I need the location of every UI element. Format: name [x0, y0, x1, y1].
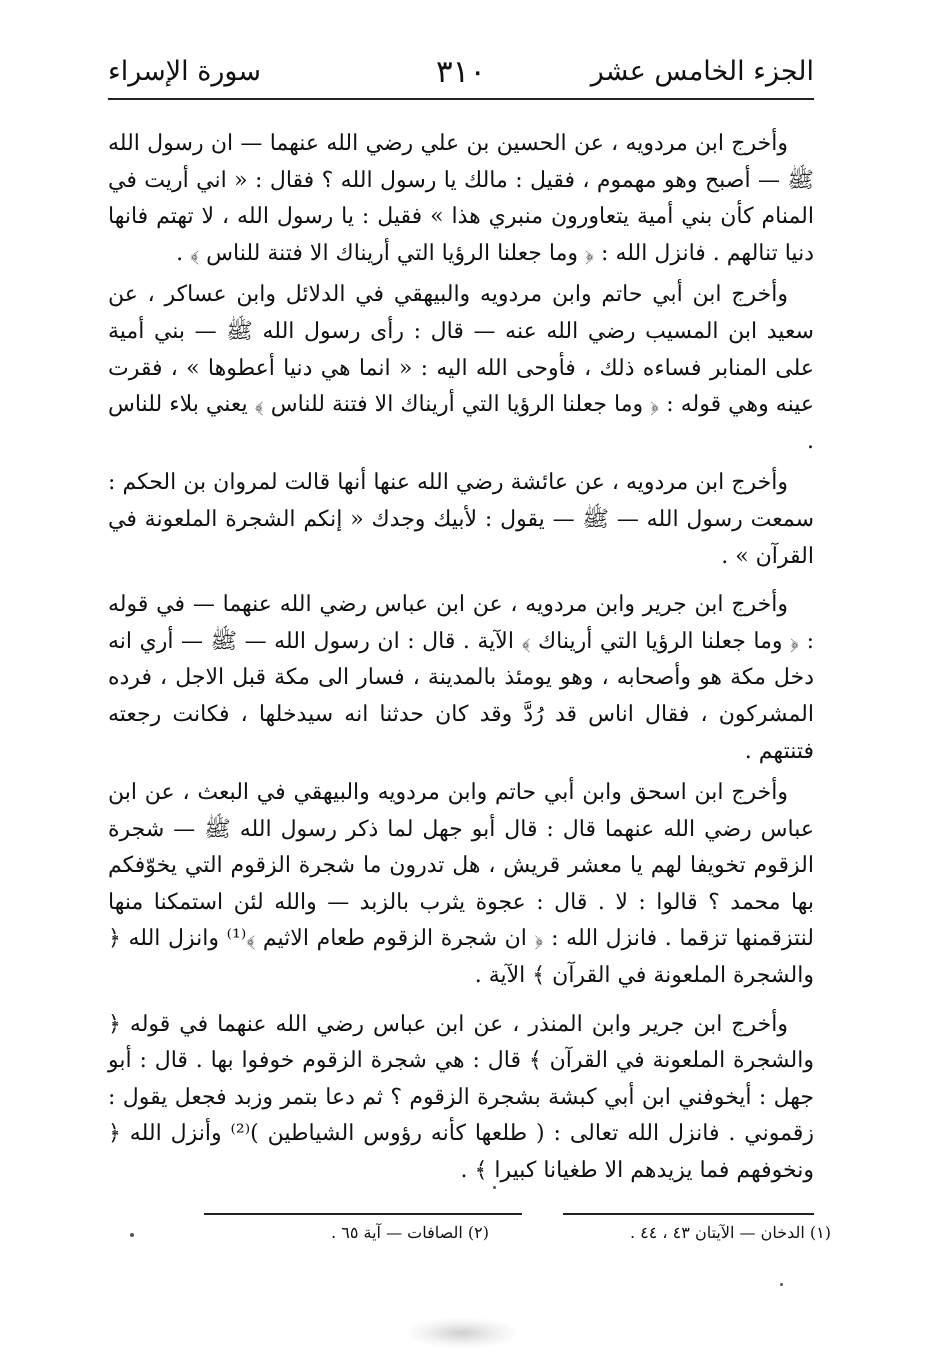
part-title: الجزء الخامس عشر: [590, 56, 814, 87]
paragraph-2: وأخرج ابن أبي حاتم وابن مردويه والبيهقي في الدلائل وابن عساكر ، عن سعيد ابن المسيب رضي الله عنه — قال : رأى رسول الله ﷺ — بني أمية على المنابر فساءه ذلك ، فأوحى الله اليه : « انما هي دنيا أعطوها » ، فقرت عينه وهي قوله : ﴿ وما جعلنا الرؤيا التي أريناك الا فتنة للناس ﴾ يعني بلاء للناس .: [108, 282, 814, 454]
paragraph-4: وأخرج ابن جرير وابن مردويه ، عن ابن عباس رضي الله عنهما — في قوله : ﴿ وما جعلنا الرؤيا التي أريناك ﴾ الآية . قال : ان رسول الله — ﷺ — أري انه دخل مكة هو وأصحابه ، وهو يومئذ بالمدينة ، فسار الى مكة قبل الاجل ، فرده المشركون ، فقال اناس قد رُدَّ وقد كان حدثنا انه سيدخلها ، فكانت رجعته فتنتهم .: [108, 592, 814, 764]
footnote-2: (٢) الصافات — آية ٦٥ .: [331, 1223, 489, 1242]
scan-speck: [130, 1233, 134, 1237]
paragraph-5: وأخرج ابن اسحق وابن أبي حاتم وابن مردويه والبيهقي في البعث ، عن ابن عباس رضي الله عنهما قال : قال أبو جهل لما ذكر رسول الله ﷺ — شجرة الزقوم تخويفا لهم يا معشر قريش ، هل تدرون ما شجرة الزقوم التي يخوّفكم بها محمد ؟ قالوا : لا . قال : عجوة يثرب بالزبد — والله لئن استمكنا منها لنتزقمنها تزقما . فانزل الله : ﴿ ان شجرة الزقوم طعام الاثيم ﴾⁽¹⁾ وانزل الله ﴿ والشجرة الملعونة في القرآن ﴾ الآية .: [108, 780, 815, 989]
paragraph-1: وأخرج ابن مردويه ، عن الحسين بن علي رضي الله عنهما — ان رسول الله ﷺ — أصبح وهو مهموم ، فقيل : مالك يا رسول الله ؟ فقال : « اني أريت في المنام كأن بني أمية يتعاورون منبري هذا » فقيل : يا رسول الله ، لا تهتم فانها دنيا تنالهم . فانزل الله : ﴿ وما جعلنا الرؤيا التي أريناك الا فتنة للناس ﴾ .: [108, 131, 814, 266]
scan-speck: [780, 1283, 783, 1286]
paragraph-3: وأخرج ابن مردويه ، عن عائشة رضي الله عنها أنها قالت لمروان بن الحكم : سمعت رسول الله — ﷺ — يقول : لأبيك وجدك « إنكم الشجرة الملعونة في القرآن » .: [108, 470, 814, 569]
footnote-rule-left: [204, 1213, 522, 1215]
main-text: [108, 126, 814, 1195]
scan-smudge: [408, 1318, 516, 1348]
page-number: ٣١٠: [436, 54, 486, 90]
surah-title: سورة الإسراء: [108, 56, 261, 87]
header-rule: [108, 98, 814, 100]
footnote-1: (١) الدخان — الآيتان ٤٣ ، ٤٤ .: [629, 1223, 831, 1242]
scan-speck: [493, 1186, 496, 1189]
running-header: [108, 52, 814, 96]
footnote-rule-right: [563, 1213, 814, 1215]
paragraph-6: وأخرج ابن جرير وابن المنذر ، عن ابن عباس رضي الله عنهما في قوله ﴿ والشجرة الملعونة في القرآن ﴾ قال : هي شجرة الزقوم خوفوا بها . قال : أبو جهل : أيخوفني ابن أبي كبشة بشجرة الزقوم ؟ ثم دعا بتمر وزبد فجعل يقول : زقموني . فانزل الله تعالى : ( طلعها كأنه رؤوس الشياطين )⁽²⁾ وأنزل الله ﴿ ونخوفهم فما يزيدهم الا طغيانا كبيرا ﴾ .: [108, 1011, 814, 1184]
